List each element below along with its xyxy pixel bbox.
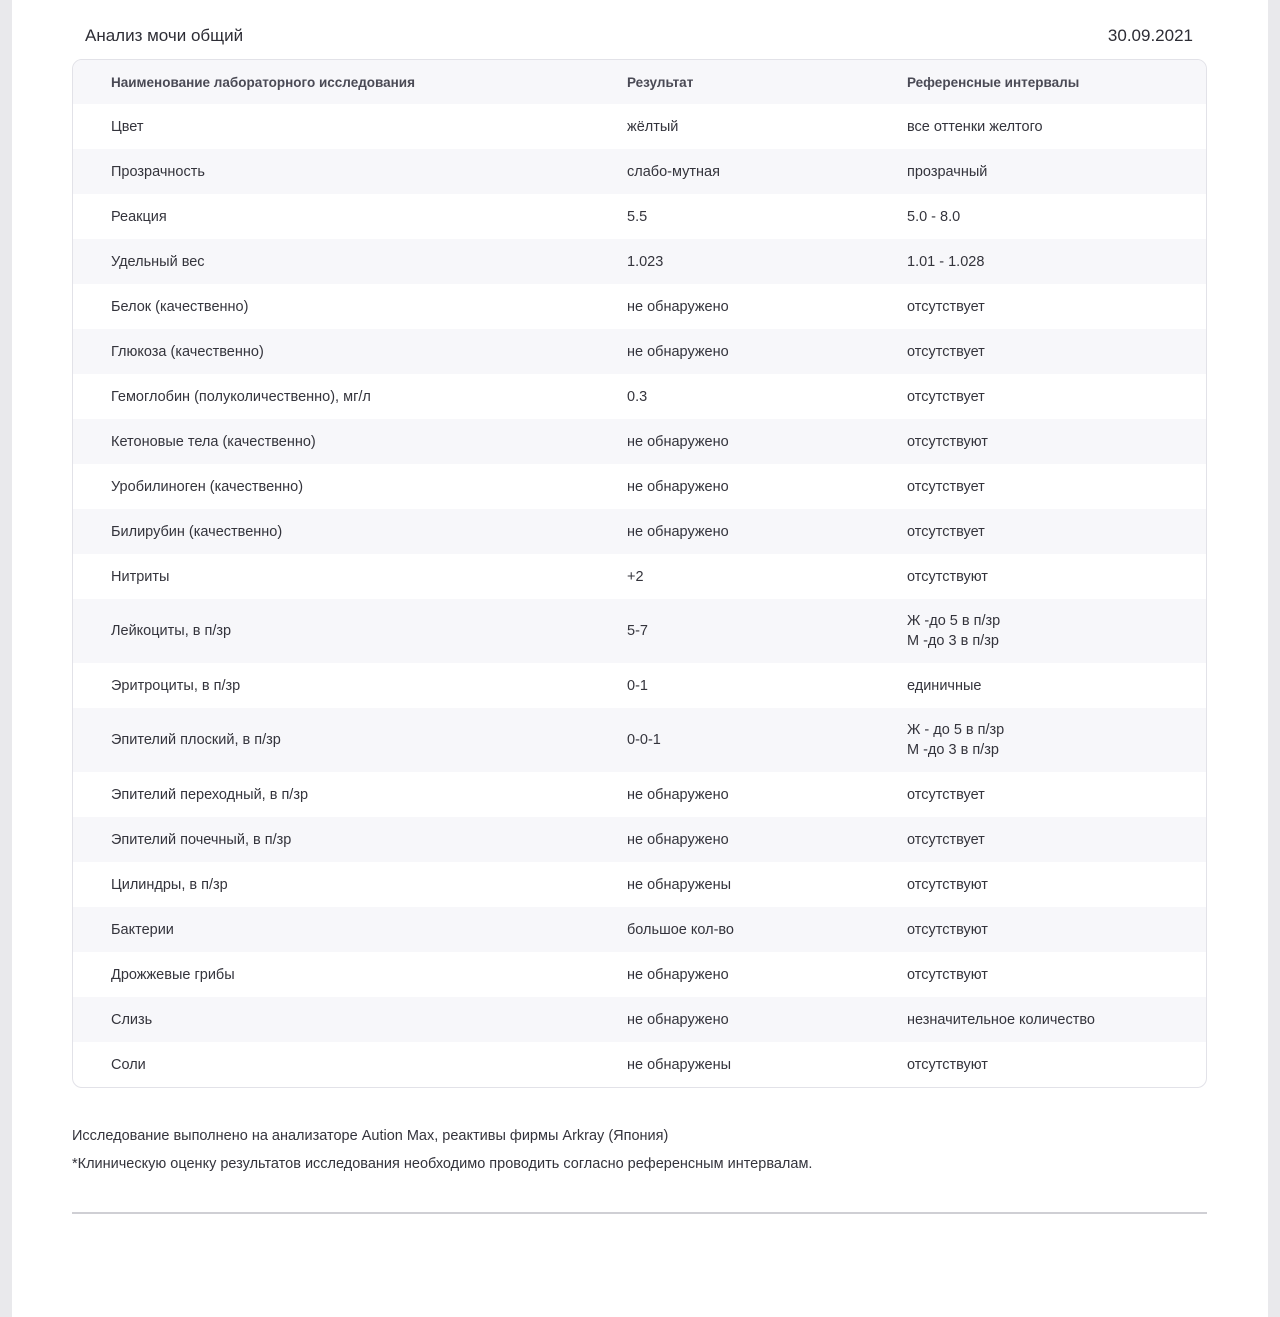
reference-cell: [907, 952, 1206, 997]
reference-cell: [907, 817, 1206, 862]
reference-line: отсутствует: [907, 523, 985, 540]
divider: [72, 1212, 1207, 1214]
test-name-cell: Уробилиноген (качественно): [111, 478, 304, 495]
reference-cell: [907, 1042, 1206, 1087]
reference-cell: [907, 509, 1206, 554]
reference-cell: [907, 663, 1206, 708]
reference-cell: [907, 907, 1206, 952]
reference-line: отсутствуют: [907, 921, 988, 938]
result-cell: не обнаружено: [627, 419, 907, 464]
reference-cell: [907, 464, 1206, 509]
column-header-result: Результат: [627, 60, 907, 104]
table-header-row: [73, 60, 1206, 104]
reference-line: отсутствует: [907, 831, 985, 848]
test-name-cell: Слизь: [73, 997, 627, 1042]
table-row: [73, 1042, 1206, 1087]
reference-cell: [907, 194, 1206, 239]
reference-line: отсутствует: [907, 343, 985, 360]
reference-line: прозрачный: [907, 163, 988, 180]
reference-cell: [907, 149, 1206, 194]
reference-cell: [907, 374, 1206, 419]
table-row: [73, 663, 1206, 708]
result-cell: слабо-мутная: [627, 149, 907, 194]
result-cell: не обнаружено: [627, 966, 729, 983]
table-row: [73, 149, 1206, 194]
result-cell: не обнаружено: [627, 329, 907, 374]
result-cell: 0-1: [627, 677, 648, 694]
test-name-cell: Бактерии: [73, 907, 627, 952]
test-name-cell: Кетоновые тела (качественно): [73, 419, 627, 464]
table-row: [73, 817, 1206, 862]
table-row: [73, 997, 1206, 1042]
result-cell: 0-0-1: [627, 708, 907, 772]
result-cell: не обнаружено: [627, 997, 907, 1042]
reference-cell: [907, 772, 1206, 817]
table-row: [73, 329, 1206, 374]
reference-cell: [907, 708, 1206, 772]
column-header-reference: Референсные интервалы: [907, 60, 1206, 104]
reference-line: все оттенки желтого: [907, 118, 1043, 135]
reference-cell: [907, 554, 1206, 599]
reference-line: отсутствует: [907, 298, 985, 315]
table-row: [73, 239, 1206, 284]
result-cell: +2: [627, 568, 644, 585]
footnotes: [72, 1128, 812, 1184]
test-name-cell: Лейкоциты, в п/зр: [73, 599, 627, 663]
test-name-cell: Эпителий переходный, в п/зр: [111, 786, 309, 803]
reference-cell: [907, 862, 1206, 907]
result-cell: 0.3: [627, 388, 648, 405]
reference-line: отсутствуют: [907, 1056, 988, 1073]
page-title: Анализ мочи общий: [85, 26, 244, 45]
result-cell: 1.023: [627, 239, 907, 284]
reference-line: М -до 3 в п/зр: [907, 742, 999, 758]
test-name-cell: Дрожжевые грибы: [111, 966, 235, 983]
table-row: [73, 284, 1206, 329]
disclaimer-note: *Клиническую оценку результатов исследования необходимо проводить согласно референсным интервалам.: [72, 1156, 813, 1172]
test-name-cell: Нитриты: [111, 568, 170, 585]
result-cell: 5-7: [627, 599, 907, 663]
reference-cell: [907, 284, 1206, 329]
reference-cell: [907, 329, 1206, 374]
reference-cell: [907, 997, 1206, 1042]
report-date: 30.09.2021: [1107, 26, 1193, 45]
test-name-cell: Билирубин (качественно): [73, 509, 627, 554]
table-row: [73, 509, 1206, 554]
test-name-cell: Гемоглобин (полуколичественно), мг/л: [111, 388, 371, 405]
test-name-cell: Цвет: [111, 118, 144, 135]
table-row: [73, 862, 1206, 907]
table-row: [73, 104, 1206, 149]
result-cell: не обнаружено: [627, 786, 729, 803]
test-name-cell: Удельный вес: [73, 239, 627, 284]
table-row: [73, 708, 1206, 772]
results-table-card: [72, 59, 1207, 1088]
reference-line: отсутствуют: [907, 568, 988, 585]
reference-line: М -до 3 в п/зр: [907, 633, 999, 649]
reference-cell: [907, 239, 1206, 284]
test-name-cell: Цилиндры, в п/зр: [111, 876, 228, 893]
table-row: [73, 907, 1206, 952]
test-name-cell: Эпителий плоский, в п/зр: [73, 708, 627, 772]
column-header-name: Наименование лабораторного исследования: [73, 60, 627, 104]
reference-cell: [907, 104, 1206, 149]
reference-line: Ж -до 5 в п/зр: [907, 613, 1001, 629]
table-row: [73, 419, 1206, 464]
table-row: [73, 194, 1206, 239]
reference-line: единичные: [907, 677, 982, 694]
table-row: [73, 599, 1206, 663]
result-cell: не обнаружены: [627, 876, 732, 893]
reference-line: отсутствует: [907, 388, 985, 405]
reference-cell: [907, 419, 1206, 464]
result-cell: большое кол-во: [627, 907, 907, 952]
result-cell: 5.5: [627, 208, 648, 225]
test-name-cell: Глюкоза (качественно): [73, 329, 627, 374]
table-row: [73, 464, 1206, 509]
reference-cell: [907, 599, 1206, 663]
table-row: [73, 952, 1206, 997]
document-page: [12, 0, 1268, 1317]
table-row: [73, 374, 1206, 419]
reference-line: незначительное количество: [907, 1011, 1095, 1028]
test-name-cell: Белок (качественно): [111, 298, 249, 315]
reference-line: 1.01 - 1.028: [907, 253, 985, 270]
table-row: [73, 772, 1206, 817]
result-cell: жёлтый: [627, 118, 679, 135]
reference-line: Ж - до 5 в п/зр: [907, 722, 1005, 738]
test-name-cell: Эпителий почечный, в п/зр: [73, 817, 627, 862]
table-row: [73, 554, 1206, 599]
result-cell: не обнаружены: [627, 1056, 732, 1073]
reference-line: 5.0 - 8.0: [907, 208, 961, 225]
test-name-cell: Реакция: [111, 208, 167, 225]
table-body: [73, 104, 1206, 1087]
result-cell: не обнаружено: [627, 509, 907, 554]
reference-line: отсутствуют: [907, 966, 988, 983]
analyzer-note: Исследование выполнено на анализаторе Aution Max, реактивы фирмы Arkray (Япония): [72, 1128, 669, 1144]
result-cell: не обнаружено: [627, 478, 729, 495]
test-name-cell: Соли: [111, 1056, 146, 1073]
reference-line: отсутствуют: [907, 876, 988, 893]
reference-line: отсутствует: [907, 786, 985, 803]
reference-line: отсутствуют: [907, 433, 988, 450]
reference-line: отсутствует: [907, 478, 985, 495]
test-name-cell: Эритроциты, в п/зр: [111, 677, 241, 694]
result-cell: не обнаружено: [627, 298, 729, 315]
results-table: [73, 60, 1206, 1087]
test-name-cell: Прозрачность: [73, 149, 627, 194]
result-cell: не обнаружено: [627, 817, 907, 862]
